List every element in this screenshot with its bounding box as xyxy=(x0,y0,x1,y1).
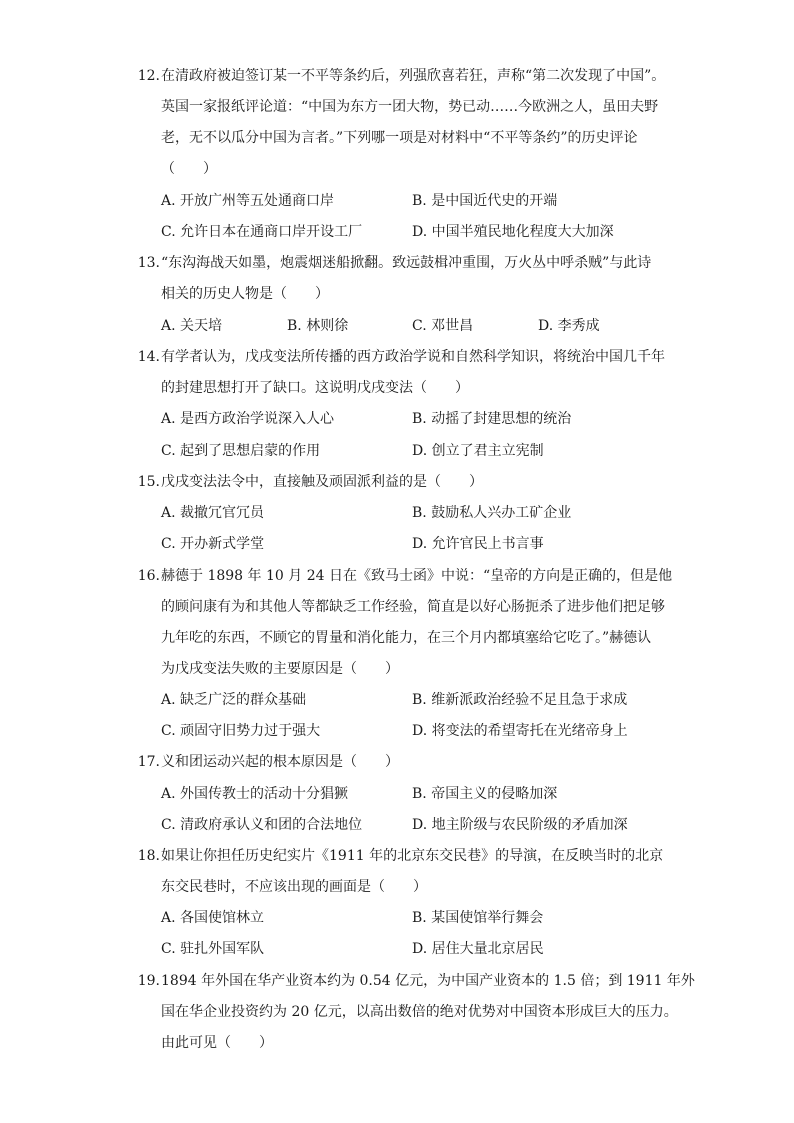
option-c: C. 开办新式学堂 xyxy=(161,536,265,552)
option-c: C. 起到了思想启蒙的作用 xyxy=(161,443,321,459)
option-a: A. 开放广州等五处通商口岸 xyxy=(161,193,335,209)
option-c: C. 邓世昌 xyxy=(412,318,474,334)
option-d: D. 将变法的希望寄托在光绪帝身上 xyxy=(412,723,628,739)
option-b: B. 林则徐 xyxy=(287,318,349,334)
question-text-line: 的封建思想打开了缺口。这说明戊戌变法（ ） xyxy=(161,380,469,396)
option-d: D. 中国半殖民地化程度大大加深 xyxy=(412,224,614,240)
option-a: A. 缺乏广泛的群众基础 xyxy=(161,692,307,708)
option-a: A. 是西方政治学说深入人心 xyxy=(161,411,335,427)
question-number: 14. xyxy=(137,349,160,365)
question-number: 19. xyxy=(137,973,160,989)
question-text-line: （ ） xyxy=(161,161,217,177)
option-a: A. 各国使馆林立 xyxy=(161,910,265,926)
option-c: C. 顽固守旧势力过于强大 xyxy=(161,723,321,739)
question-text-line: 国在华企业投资约为 20 亿元，以高出数倍的绝对优势对中国资本形成巨大的压力。 xyxy=(161,1004,678,1020)
question-text-line: 为戊戌变法失败的主要原因是（ ） xyxy=(161,661,399,677)
option-d: D. 居住大量北京居民 xyxy=(412,941,544,957)
question-text-line: “东沟海战天如墨，炮震烟迷船掀翻。致远鼓楫冲重围，万火丛中呼杀贼”与此诗 xyxy=(161,255,652,271)
question-text-line: 在清政府被迫签订某一不平等条约后，列强欣喜若狂，声称“第二次发现了中国”。 xyxy=(161,68,666,84)
question-number: 15. xyxy=(137,474,160,490)
question-number: 12. xyxy=(137,68,160,84)
question-number: 16. xyxy=(137,568,160,584)
option-b: B. 动摇了封建思想的统治 xyxy=(412,411,572,427)
option-b: B. 帝国主义的侵略加深 xyxy=(412,786,558,802)
question-text-line: 如果让你担任历史纪实片《1911 年的北京东交民巷》的导演，在反映当时的北京 xyxy=(161,848,664,864)
option-a: A. 关天培 xyxy=(161,318,223,334)
option-c: C. 驻扎外国军队 xyxy=(161,941,265,957)
option-d: D. 地主阶级与农民阶级的矛盾加深 xyxy=(412,817,628,833)
option-d: D. 李秀成 xyxy=(538,318,600,334)
option-b: B. 维新派政治经验不足且急于求成 xyxy=(412,692,628,708)
question-text-line: 九年吃的东西，不顾它的胃量和消化能力，在三个月内都填塞给它吃了。”赫德认 xyxy=(161,630,652,646)
question-text-line: 英国一家报纸评论道：“中国为东方一团大物，势已动……今欧洲之人，虽田夫野 xyxy=(161,99,659,115)
option-b: B. 鼓励私人兴办工矿企业 xyxy=(412,505,572,521)
option-d: D. 创立了君主立宪制 xyxy=(412,443,544,459)
option-a: A. 外国传教士的活动十分猖獗 xyxy=(161,786,349,802)
question-text-line: 相关的历史人物是（ ） xyxy=(161,286,329,302)
question-number: 13. xyxy=(137,255,160,271)
option-b: B. 是中国近代史的开端 xyxy=(412,193,558,209)
question-text-line: 有学者认为，戊戌变法所传播的西方政治学说和自然科学知识，将统治中国几千年 xyxy=(161,349,665,365)
question-text-line: 由此可见（ ） xyxy=(161,1035,273,1051)
question-text-line: 东交民巷时，不应该出现的画面是（ ） xyxy=(161,879,427,895)
question-text-line: 1894 年外国在华产业资本约为 0.54 亿元，为中国产业资本的 1.5 倍；到 1911 年外 xyxy=(161,973,695,989)
question-text-line: 赫德于 1898 年 10 月 24 日在《致马士函》中说：“皇帝的方向是正确的，但是他 xyxy=(161,568,673,584)
option-a: A. 裁撤冗官冗员 xyxy=(161,505,265,521)
question-text-line: 的顾问康有为和其他人等都缺乏工作经验，简直是以好心肠扼杀了进步他们把足够 xyxy=(161,599,665,615)
question-number: 18. xyxy=(137,848,160,864)
question-text-line: 老，无不以瓜分中国为言者。”下列哪一项是对材料中“不平等条约”的历史评论 xyxy=(161,130,638,146)
option-d: D. 允许官民上书言事 xyxy=(412,536,544,552)
question-text-line: 戊戌变法法令中，直接触及顽固派利益的是（ ） xyxy=(161,474,483,490)
option-c: C. 允许日本在通商口岸开设工厂 xyxy=(161,224,363,240)
option-c: C. 清政府承认义和团的合法地位 xyxy=(161,817,363,833)
question-number: 17. xyxy=(137,754,160,770)
option-b: B. 某国使馆举行舞会 xyxy=(412,910,544,926)
question-text-line: 义和团运动兴起的根本原因是（ ） xyxy=(161,754,399,770)
